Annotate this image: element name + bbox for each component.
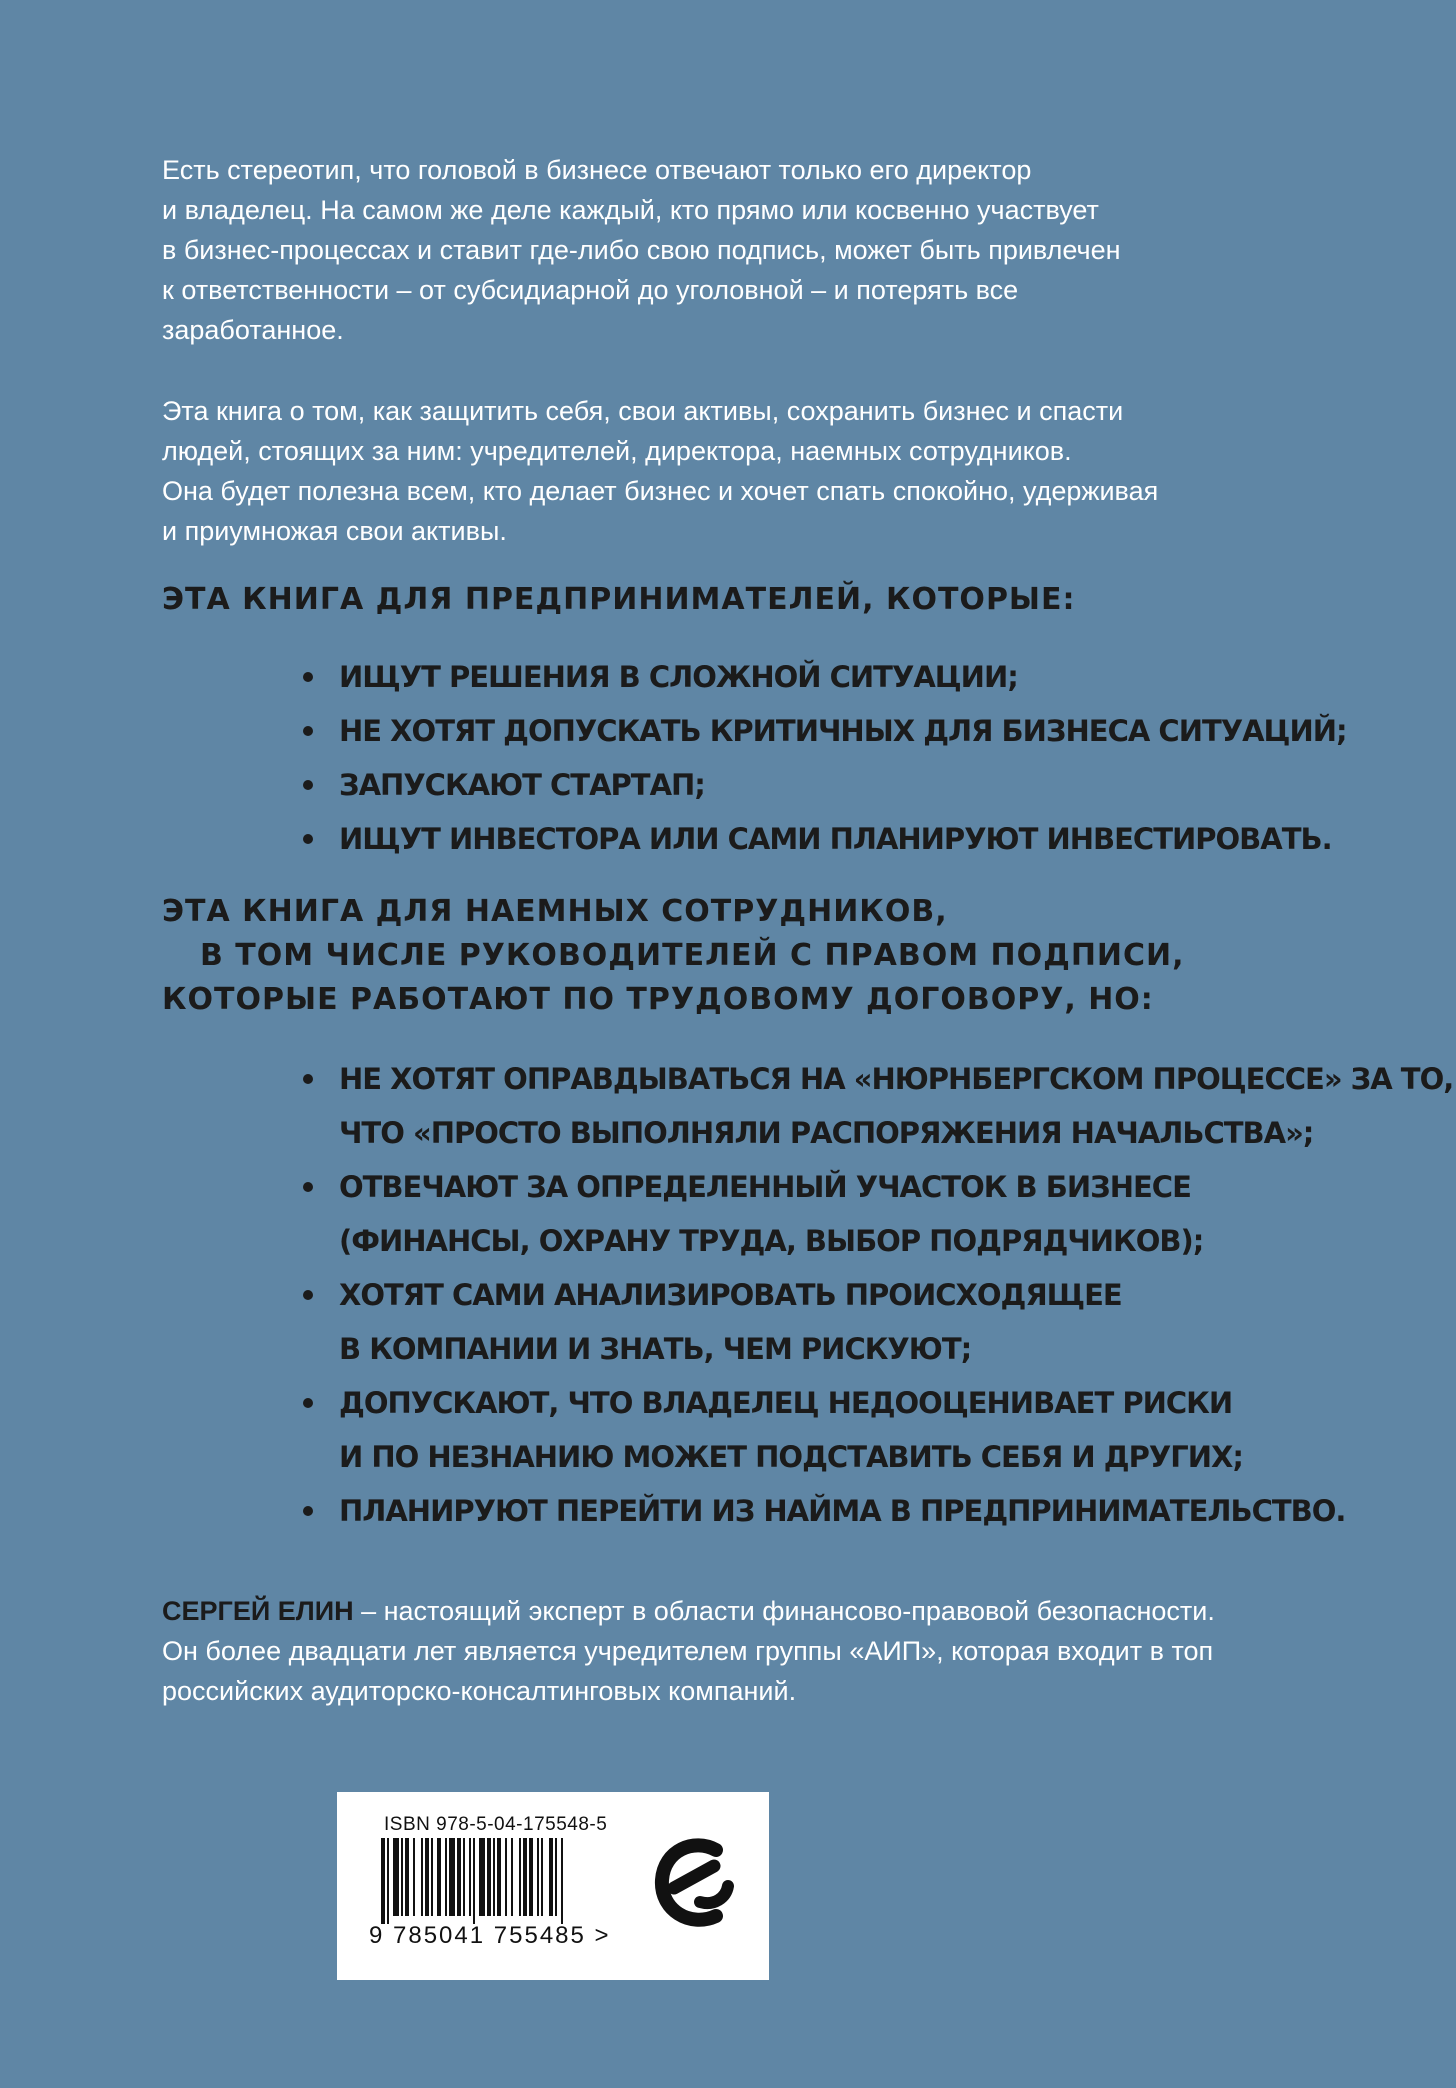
intro-p2-line: Эта книга о том, как защитить себя, свои активы, сохранить бизнес и спасти <box>162 396 1124 426</box>
list-item <box>303 1268 1453 1376</box>
list-item-text: ПЛАНИРУЮТ ПЕРЕЙТИ ИЗ НАЙМА В ПРЕДПРИНИМАТЕЛЬСТВО. <box>339 1494 1346 1528</box>
barcode-digits: 9 785041 755485 > <box>369 1922 611 1949</box>
entrepreneurs-heading <box>162 578 1362 622</box>
list-item-text: (ФИНАНСЫ, ОХРАНУ ТРУДА, ВЫБОР ПОДРЯДЧИКОВ); <box>339 1224 1204 1258</box>
list-item-text: НЕ ХОТЯТ ОПРАВДЫВАТЬСЯ НА «НЮРНБЕРГСКОМ ПРОЦЕССЕ» ЗА ТО, <box>339 1062 1454 1096</box>
bullet-icon <box>303 1074 313 1084</box>
list-item-text: ХОТЯТ САМИ АНАЛИЗИРОВАТЬ ПРОИСХОДЯЩЕЕ <box>339 1278 1122 1312</box>
list-item-text: ДОПУСКАЮТ, ЧТО ВЛАДЕЛЕЦ НЕДООЦЕНИВАЕТ РИСКИ <box>339 1386 1233 1420</box>
intro-p2-line: людей, стоящих за ним: учредителей, директора, наемных сотрудников. <box>162 436 1072 466</box>
bullet-icon <box>303 780 313 790</box>
list-item-text: ЗАПУСКАЮТ СТАРТАП; <box>339 768 705 802</box>
publisher-logo-icon <box>654 1836 738 1936</box>
barcode-icon <box>381 1838 603 1924</box>
isbn-label: ISBN 978-5-04-175548-5 <box>384 1814 608 1835</box>
author-name: СЕРГЕЙ ЕЛИН <box>162 1596 354 1626</box>
list-item <box>303 1052 1453 1160</box>
bullet-icon <box>303 1182 313 1192</box>
list-item-text: ИЩУТ ИНВЕСТОРА ИЛИ САМИ ПЛАНИРУЮТ ИНВЕСТИРОВАТЬ. <box>339 822 1332 856</box>
list-item-text: И ПО НЕЗНАНИЮ МОЖЕТ ПОДСТАВИТЬ СЕБЯ И ДРУГИХ; <box>339 1440 1243 1474</box>
list-item-text: В КОМПАНИИ И ЗНАТЬ, ЧЕМ РИСКУЮТ; <box>339 1332 972 1366</box>
intro-p1-line: и владелец. На самом же деле каждый, кто прямо или косвенно участвует <box>162 195 1099 225</box>
bullet-icon <box>303 726 313 736</box>
list-item-text: ЧТО «ПРОСТО ВЫПОЛНЯЛИ РАСПОРЯЖЕНИЯ НАЧАЛЬСТВА»; <box>339 1116 1314 1150</box>
intro-p1-line: заработанное. <box>162 315 344 345</box>
intro-p1-line: в бизнес-процессах и ставит где-либо свою подпись, может быть привлечен <box>162 235 1121 265</box>
intro-paragraph-2 <box>162 391 1302 551</box>
bullet-icon <box>303 1398 313 1408</box>
intro-p2-line: и приумножая свои активы. <box>162 516 507 546</box>
isbn-barcode-box <box>337 1792 769 1980</box>
employees-list <box>303 1052 1453 1538</box>
author-bio-line <box>162 1591 1362 1631</box>
employees-heading-line: ЭТА КНИГА ДЛЯ НАЕМНЫХ СОТРУДНИКОВ, <box>162 894 948 929</box>
list-item <box>303 1376 1453 1484</box>
list-item <box>303 650 1347 704</box>
list-item-text: ИЩУТ РЕШЕНИЯ В СЛОЖНОЙ СИТУАЦИИ; <box>339 660 1018 694</box>
employees-heading-line: КОТОРЫЕ РАБОТАЮТ ПО ТРУДОВОМУ ДОГОВОРУ, НО: <box>162 982 1154 1017</box>
entrepreneurs-list <box>303 650 1347 866</box>
entrepreneurs-heading-text: ЭТА КНИГА ДЛЯ ПРЕДПРИНИМАТЕЛЕЙ, КОТОРЫЕ: <box>162 582 1076 617</box>
bullet-icon <box>303 1290 313 1300</box>
intro-paragraph-1 <box>162 150 1302 350</box>
author-bio <box>162 1591 1362 1711</box>
list-item-text: НЕ ХОТЯТ ДОПУСКАТЬ КРИТИЧНЫХ ДЛЯ БИЗНЕСА СИТУАЦИЙ; <box>339 714 1347 748</box>
author-bio-line: Он более двадцати лет является учредителем группы «АИП», которая входит в топ <box>162 1636 1214 1666</box>
bullet-icon <box>303 672 313 682</box>
intro-p2-line: Она будет полезна всем, кто делает бизнес и хочет спать спокойно, удерживая <box>162 476 1159 506</box>
list-item <box>303 704 1347 758</box>
employees-heading-line: В ТОМ ЧИСЛЕ РУКОВОДИТЕЛЕЙ С ПРАВОМ ПОДПИСИ, <box>200 938 1185 973</box>
list-item-text: ОТВЕЧАЮТ ЗА ОПРЕДЕЛЕННЫЙ УЧАСТОК В БИЗНЕСЕ <box>339 1170 1191 1204</box>
list-item <box>303 812 1347 866</box>
author-bio-text: – настоящий эксперт в области финансово-правовой безопасности. <box>353 1596 1215 1626</box>
list-item <box>303 1484 1453 1538</box>
employees-heading <box>162 890 1362 1022</box>
bullet-icon <box>303 1506 313 1516</box>
bullet-icon <box>303 834 313 844</box>
list-item <box>303 1160 1453 1268</box>
author-bio-line: российских аудиторско-консалтинговых компаний. <box>162 1676 797 1706</box>
list-item <box>303 758 1347 812</box>
intro-p1-line: к ответственности – от субсидиарной до уголовной – и потерять все <box>162 275 1019 305</box>
intro-p1-line: Есть стереотип, что головой в бизнесе отвечают только его директор <box>162 155 1032 185</box>
